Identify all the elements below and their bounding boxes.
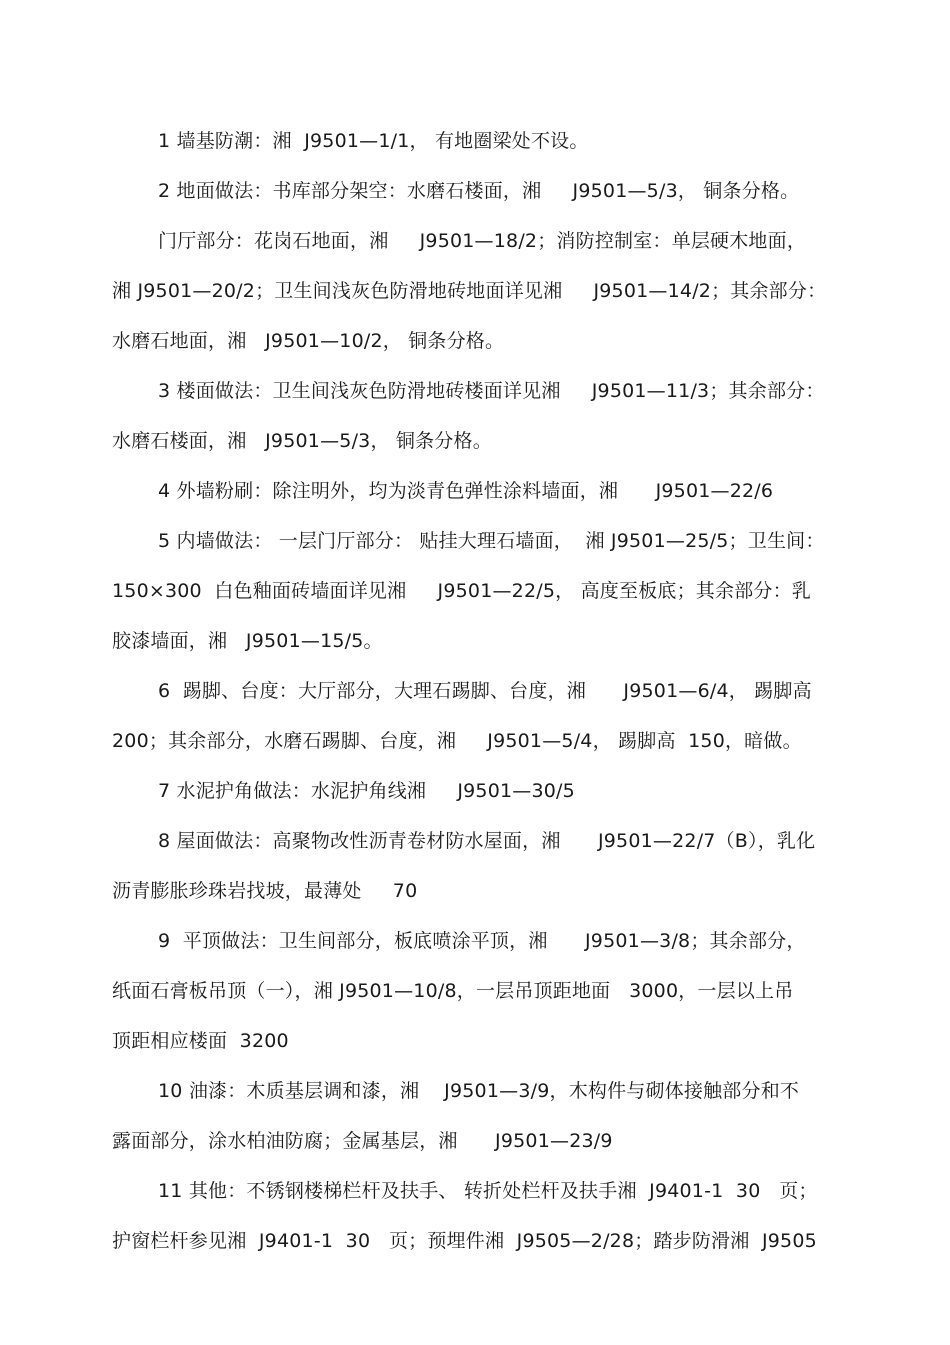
text-line-6: 3 楼面做法：卫生间浅灰色防滑地砖楼面详见湘 J9501—11/3；其余部分： [158,380,825,402]
text-line-11: 胶漆墙面，湘 J9501—15/5。 [112,630,383,652]
text-line-20: 10 油漆：木质基层调和漆，湘 J9501—3/9，木构件与砌体接触部分和不 [158,1080,800,1102]
text-line-7: 水磨石楼面，湘 J9501—5/3， 铜条分格。 [112,430,492,452]
text-line-5: 水磨石地面，湘 J9501—10/2， 铜条分格。 [112,330,505,352]
text-line-23: 护窗栏杆参见湘 J9401-1 30 页；预埋件湘 J9505—2/28；踏步防滑湘 J9505 [112,1230,817,1252]
text-line-22: 11 其他：不锈钢楼梯栏杆及扶手、 转折处栏杆及扶手湘 J9401-1 30 页； [158,1180,818,1202]
text-line-17: 9 平顶做法：卫生间部分，板底喷涂平顶，湘 J9501—3/8；其余部分， [158,930,806,952]
text-line-21: 露面部分，涂水柏油防腐；金属基层，湘 J9501—23/9 [112,1130,613,1152]
text-line-13: 200；其余部分，水磨石踢脚、台度，湘 J9501—5/4， 踢脚高 150，暗做。 [112,730,802,752]
text-line-19: 顶距相应楼面 3200 [112,1030,289,1052]
text-line-8: 4 外墙粉刷：除注明外，均为淡青色弹性涂料墙面，湘 J9501—22/6 [158,480,774,502]
text-line-10: 150×300 白色釉面砖墙面详见湘 J9501—22/5， 高度至板底；其余部分：乳 [112,580,811,602]
text-line-12: 6 踢脚、台度：大厅部分，大理石踢脚、台度，湘 J9501—6/4， 踢脚高 [158,680,812,702]
text-line-14: 7 水泥护角做法：水泥护角线湘 J9501—30/5 [158,780,575,802]
text-line-2: 2 地面做法：书库部分架空：水磨石楼面，湘 J9501—5/3， 铜条分格。 [158,180,800,202]
text-line-3: 门厅部分：花岗石地面，湘 J9501—18/2；消防控制室：单层硬木地面， [158,230,807,252]
text-line-16: 沥青膨胀珍珠岩找坡，最薄处 70 [112,880,418,902]
text-line-4: 湘 J9501—20/2；卫生间浅灰色防滑地砖地面详见湘 J9501—14/2；其余部分： [112,280,827,302]
text-line-1: 1 墙基防潮：湘 J9501—1/1， 有地圈梁处不设。 [158,130,589,152]
text-line-9: 5 内墙做法： 一层门厅部分： 贴挂大理石墙面， 湘 J9501—25/5；卫生间： [158,530,825,552]
text-line-15: 8 屋面做法：高聚物改性沥青卷材防水屋面，湘 J9501—22/7（B），乳化 [158,830,816,852]
text-line-18: 纸面石膏板吊顶（一），湘 J9501—10/8，一层吊顶距地面 3000，一层以上吊 [112,980,794,1002]
